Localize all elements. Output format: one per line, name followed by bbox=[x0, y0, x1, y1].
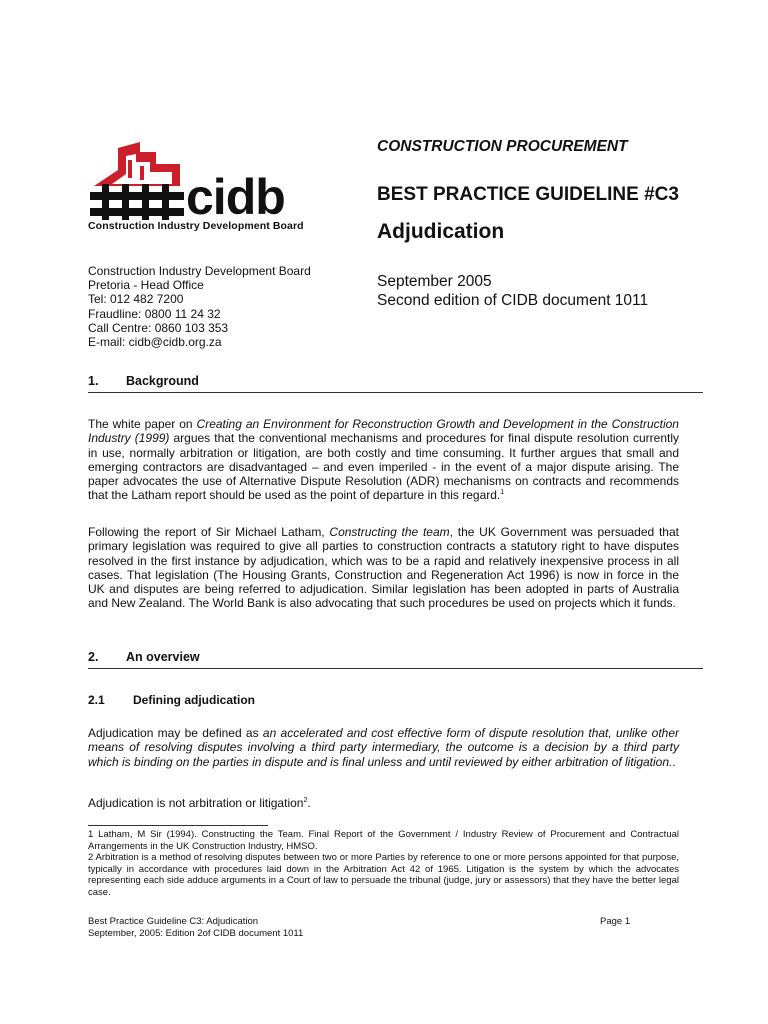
document-date: September 2005 bbox=[377, 273, 492, 290]
not-arbitration-paragraph: Adjudication is not arbitration or litigation$^2$. bbox=[88, 796, 311, 810]
contact-fraudline: Fraudline: 0800 11 24 32 bbox=[88, 306, 221, 321]
adjudication-definition: an accelerated and cost effective form of dispute resolution that, unlike other means of resolving disputes involving a third party intermediary, the outcome is a decision by a third party which is binding on the parties in dispute and is final unless and until reviewed by either arbitration of litigation. bbox=[88, 726, 680, 769]
footnote-2: 2 Arbitration is a method of resolving disputes between two or more Parties by reference to one or more persons appointed for that purpose, typically in accordance with procedures laid down in the Arbitration Act 42 of 1965. Litigation is the system by which the advocates representing each side adduce arguments in a Court of law to persuade the tribunal (judge, jury or assessors) that they have the better legal case. bbox=[88, 852, 679, 898]
footnote-divider bbox=[88, 825, 268, 826]
footnote-ref-2[interactable]: 2 bbox=[303, 797, 308, 804]
section-title: Background bbox=[126, 374, 199, 388]
section-title: An overview bbox=[126, 650, 200, 664]
document-title: Adjudication bbox=[377, 220, 505, 243]
contact-tel: Tel: 012 482 7200 bbox=[88, 292, 184, 307]
white-paper-title: Creating an Environment for Reconstruction Growth and Development in the Construction Industry (1999) bbox=[88, 417, 679, 446]
guideline-number: BEST PRACTICE GUIDELINE #C3 bbox=[377, 184, 679, 205]
cidb-wordmark: cidb bbox=[186, 169, 285, 225]
logo-tagline: Construction Industry Development Board bbox=[88, 220, 304, 232]
footer-guideline: Best Practice Guideline C3: Adjudication bbox=[88, 916, 259, 927]
contact-email[interactable]: E-mail: cidb@cidb.org.za bbox=[88, 335, 222, 350]
contact-call-centre: Call Centre: 0860 103 353 bbox=[88, 320, 229, 335]
section-number: 2. bbox=[88, 650, 99, 664]
section-number: 1. bbox=[88, 374, 99, 388]
section-heading-background bbox=[88, 374, 703, 393]
page-number: Page 1 bbox=[600, 916, 631, 927]
background-paragraph-1: The white paper on Creating an Environment for Reconstruction Growth and Development in the Construction Industry (1999) argues that the conventional mechanisms and procedures for final dispute resolution currently in use, normally arbitration or litigation, are both costly and time consuming. It further argues that small and emerging contractors are disadvantaged – and even imperiled - in the event of a major dispute arising. The paper advocates the use of Alternative Dispute Resolution (ADR) mechanisms on contracts and recommends that the Latham report should be used as the point of departure in this regard.$^1$ bbox=[88, 417, 679, 503]
page-footer bbox=[88, 916, 303, 939]
footnote-ref-1[interactable]: 1 bbox=[500, 489, 505, 497]
contact-office: Pretoria - Head Office bbox=[88, 278, 204, 293]
document-edition: Second edition of CIDB document 1011 bbox=[377, 292, 649, 309]
report-title: Constructing the team bbox=[329, 525, 450, 539]
background-paragraph-2: Following the report of Sir Michael Latham, Constructing the team, the UK Government was persuaded that primary legislation was required to give all parties to construction contracts a statutory right to have disputes resolved in the first instance by adjudication, which was to be a rapid and relatively inexpensive process in all cases. That legislation (The Housing Grants, Construction and Regeneration Act 1996) is now in force in the UK and disputes are being referred to adjudication. Similar legislation has been adopted in parts of Australia and New Zealand. The World Bank is also advocating that such procedures be used on projects which it funds. bbox=[88, 525, 679, 611]
section-heading-overview bbox=[88, 650, 703, 669]
subsection-heading-defining-adjudication bbox=[88, 693, 255, 707]
building-mark-icon bbox=[90, 142, 184, 220]
subsection-number: 2.1 bbox=[88, 693, 105, 707]
document-series: CONSTRUCTION PROCUREMENT bbox=[377, 138, 628, 155]
subsection-title: Defining adjudication bbox=[133, 693, 255, 707]
footnote-1: 1 Latham, M Sir (1994). Constructing the Team. Final Report of the Government / Industry Review of Procurement and Contractual Arrangements in the UK Construction Industry, HMSO. bbox=[88, 829, 679, 852]
definition-paragraph: Adjudication may be defined as an accelerated and cost effective form of dispute resolution that, unlike other means of resolving disputes involving a third party intermediary, the outcome is a decision by a third party which is binding on the parties in dispute and is final unless and until reviewed by either arbitration of litigation.. bbox=[88, 726, 680, 769]
contact-block bbox=[88, 264, 311, 349]
contact-org: Construction Industry Development Board bbox=[88, 264, 311, 278]
document-date-block bbox=[377, 272, 648, 310]
footer-edition: September, 2005: Edition 2of CIDB document 1011 bbox=[88, 927, 304, 939]
